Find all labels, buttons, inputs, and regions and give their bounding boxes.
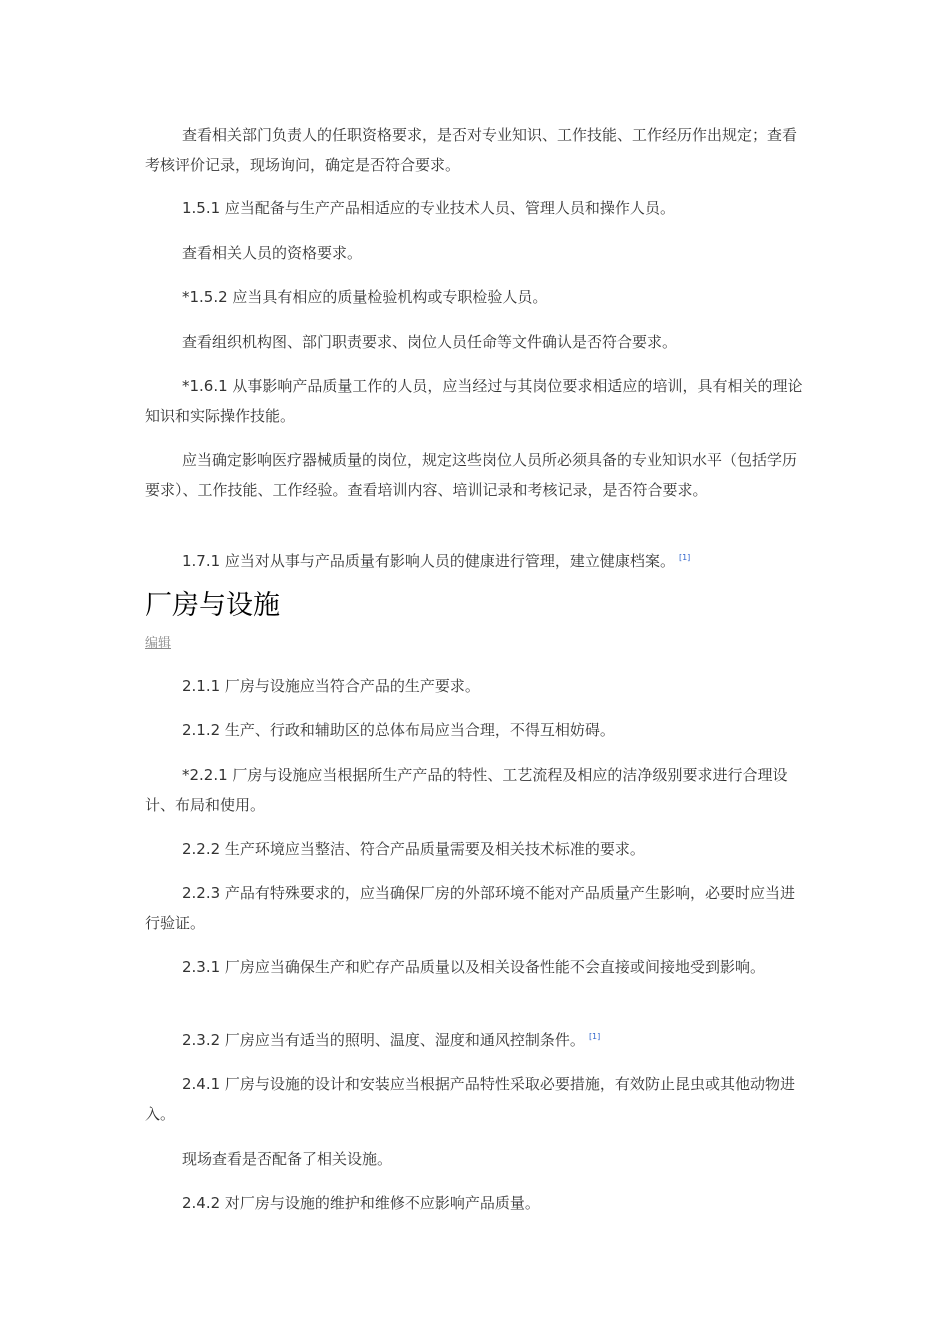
paragraph-text: 查看组织机构图、部门职责要求、岗位人员任命等文件确认是否符合要求。 <box>182 333 678 351</box>
paragraph-text: 2.4.1 厂房与设施的设计和安装应当根据产品特性采取必要措施，有效防止昆虫或其他动物进入。 <box>145 1075 795 1123</box>
paragraph <box>145 238 805 268</box>
paragraph <box>145 760 805 820</box>
edit-link[interactable]: 编辑 <box>145 636 172 651</box>
paragraph <box>145 445 805 505</box>
paragraph-text: *1.5.2 应当具有相应的质量检验机构或专职检验人员。 <box>182 288 548 306</box>
paragraph <box>145 1069 805 1129</box>
paragraph <box>145 193 805 223</box>
paragraph-text: 2.3.2 厂房应当有适当的照明、温度、湿度和通风控制条件。 <box>182 1031 585 1049</box>
paragraph-text: 1.7.1 应当对从事与产品质量有影响人员的健康进行管理，建立健康档案。 <box>182 552 675 570</box>
paragraph <box>145 546 805 576</box>
paragraph-text: *1.6.1 从事影响产品质量工作的人员，应当经过与其岗位要求相适应的培训，具有相关的理论知识和实际操作技能。 <box>145 377 803 425</box>
paragraph-text: 查看相关部门负责人的任职资格要求，是否对专业知识、工作技能、工作经历作出规定；查看考核评价记录，现场询问，确定是否符合要求。 <box>145 126 798 174</box>
paragraph-text: *2.2.1 厂房与设施应当根据所生产产品的特性、工艺流程及相应的洁净级别要求进行合理设计、布局和使用。 <box>145 766 788 814</box>
paragraph <box>145 715 805 745</box>
paragraph <box>145 1188 805 1218</box>
paragraph <box>145 327 805 357</box>
paragraph <box>145 1144 805 1174</box>
reference-link[interactable]: [1] <box>678 553 691 562</box>
paragraph-text: 2.2.3 产品有特殊要求的，应当确保厂房的外部环境不能对产品质量产生影响，必要时应当进行验证。 <box>145 884 795 932</box>
paragraph-text: 查看相关人员的资格要求。 <box>182 244 363 262</box>
reference-link[interactable]: [1] <box>588 1032 601 1041</box>
paragraph <box>145 952 805 982</box>
paragraph-text: 2.4.2 对厂房与设施的维护和维修不应影响产品质量。 <box>182 1194 540 1212</box>
paragraph <box>145 120 805 180</box>
paragraph <box>145 1025 805 1055</box>
paragraph-text: 2.1.2 生产、行政和辅助区的总体布局应当合理，不得互相妨碍。 <box>182 721 615 739</box>
paragraph-text: 2.2.2 生产环境应当整洁、符合产品质量需要及相关技术标准的要求。 <box>182 840 645 858</box>
paragraph-text: 2.3.1 厂房应当确保生产和贮存产品质量以及相关设备性能不会直接或间接地受到影响。 <box>182 958 765 976</box>
paragraph <box>145 878 805 938</box>
paragraph-text: 现场查看是否配备了相关设施。 <box>182 1150 393 1168</box>
section-heading: 厂房与设施 <box>145 590 280 621</box>
paragraph <box>145 671 805 701</box>
paragraph-text: 1.5.1 应当配备与生产产品相适应的专业技术人员、管理人员和操作人员。 <box>182 199 675 217</box>
paragraph-text: 应当确定影响医疗器械质量的岗位，规定这些岗位人员所必须具备的专业知识水平（包括学历要求）、工作技能、工作经验。查看培训内容、培训记录和考核记录，是否符合要求。 <box>145 451 798 499</box>
paragraph <box>145 371 805 431</box>
paragraph <box>145 282 805 312</box>
paragraph <box>145 834 805 864</box>
paragraph-text: 2.1.1 厂房与设施应当符合产品的生产要求。 <box>182 677 480 695</box>
